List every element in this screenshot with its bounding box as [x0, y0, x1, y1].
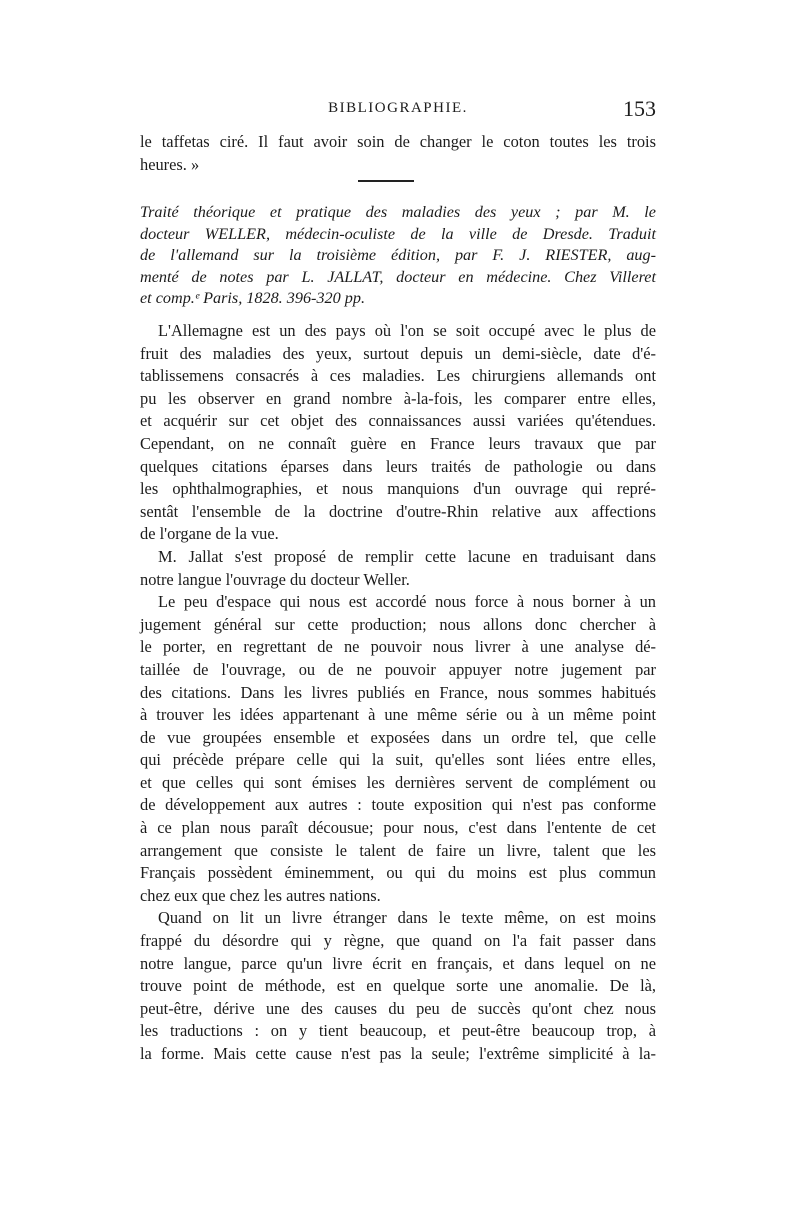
text-line: notre langue, parce qu'un livre écrit en français, et dans lequel on ne: [140, 953, 656, 973]
paragraph-2: [140, 546, 656, 591]
text-line: trouve point de méthode, est en quelque sorte une anomalie. De là,: [140, 976, 656, 996]
paragraph-4: [140, 907, 656, 1065]
text-line: chez eux que chez les autres nations.: [140, 885, 381, 905]
text-line: Cependant, on ne connaît guère en France leurs travaux que par: [140, 433, 656, 453]
text-line: les ophthalmographies, et nous manquions d'un ouvrage qui repré-: [140, 479, 656, 499]
citation-line: Traité théorique et pratique des maladies des yeux ; par M. le: [140, 203, 656, 221]
text-line: M. Jallat s'est proposé de remplir cette lacune en traduisant dans: [158, 546, 656, 566]
page-header: [140, 96, 656, 128]
text-line: arrangement que consiste le talent de faire un livre, talent que les: [140, 840, 656, 860]
continuation-text: [140, 131, 656, 176]
text-line: le taffetas ciré. Il faut avoir soin de changer le coton toutes les trois: [140, 132, 656, 151]
text-line: les traductions : on y tient beaucoup, et peut-être beaucoup trop, à: [140, 1021, 656, 1041]
text-line: de l'organe de la vue.: [140, 524, 279, 544]
text-line: peut-être, dérive une des causes du peu de succès qu'ont chez nous: [140, 998, 656, 1018]
text-line: taillée de l'ouvrage, ou de ne pouvoir appuyer notre jugement par: [140, 659, 656, 679]
text-line: à ce plan nous paraît décousue; pour nous, c'est dans l'entente de cet: [140, 818, 656, 838]
text-line: et acquérir sur cet objet des connaissances aussi variées qu'étendues.: [140, 411, 656, 431]
text-line: jugement général sur cette production; nous allons donc chercher à: [140, 614, 656, 634]
text-line: Quand on lit un livre étranger dans le texte même, on est moins: [158, 908, 656, 928]
text-line: quelques citations éparses dans leurs traités de pathologie ou dans: [140, 456, 656, 476]
review-body: [140, 320, 656, 1066]
text-line: de vue groupées ensemble et exposées dans un ordre tel, que celle: [140, 727, 656, 747]
text-line: sentât l'ensemble de la doctrine d'outre-Rhin relative aux affections: [140, 501, 656, 521]
text-line: heures. »: [140, 154, 200, 174]
citation-line: de l'allemand sur la troisième édition, par F. J. RIESTER, aug-: [140, 246, 656, 265]
text-line: tablissemens consacrés à ces maladies. Les chirurgiens allemands ont: [140, 366, 656, 386]
text-line: L'Allemagne est un des pays où l'on se soit occupé avec le plus de: [158, 321, 656, 340]
page-number: 153: [623, 96, 656, 121]
text-line: Français possèdent éminemment, ou qui du moins est plus commun: [140, 863, 656, 883]
text-line: la forme. Mais cette cause n'est pas la seule; l'extrême simplicité à la-: [140, 1044, 656, 1063]
text-line: et que celles qui sont émises les dernières servent de complément ou: [140, 772, 656, 792]
citation-line: docteur WELLER, médecin-oculiste de la ville de Dresde. Traduit: [140, 224, 656, 243]
text-line: le porter, en regrettant de ne pouvoir nous livrer à une analyse dé-: [140, 637, 656, 657]
paragraph-3: [140, 591, 656, 907]
text-line: à trouver les idées appartenant à une même série ou à un même point: [140, 705, 656, 725]
section-divider: [358, 180, 414, 182]
paragraph-1: [140, 320, 656, 546]
text-line: pu les observer en grand nombre à-la-fois, les comparer entre elles,: [140, 388, 656, 408]
text-line: frappé du désordre qui y règne, que quand on l'a fait passer dans: [140, 931, 656, 951]
citation-line: menté de notes par L. JALLAT, docteur en médecine. Chez Villeret: [140, 267, 656, 286]
text-line: qui précède prépare celle qui la suit, qu'elles sont liées entre elles,: [140, 750, 656, 770]
citation-line: et comp.ᵉ Paris, 1828. 396-320 pp.: [140, 289, 366, 308]
running-head: BIBLIOGRAPHIE.: [328, 100, 468, 116]
text-line: fruit des maladies des yeux, surtout depuis un demi-siècle, date d'é-: [140, 343, 656, 363]
text-line: notre langue l'ouvrage du docteur Weller.: [140, 569, 410, 589]
text-line: de développement aux autres : toute exposition qui n'est pas conforme: [140, 795, 656, 815]
book-citation: [140, 202, 656, 310]
text-line: des citations. Dans les livres publiés en France, nous sommes habitués: [140, 682, 656, 702]
text-line: Le peu d'espace qui nous est accordé nous force à nous borner à un: [158, 592, 656, 612]
